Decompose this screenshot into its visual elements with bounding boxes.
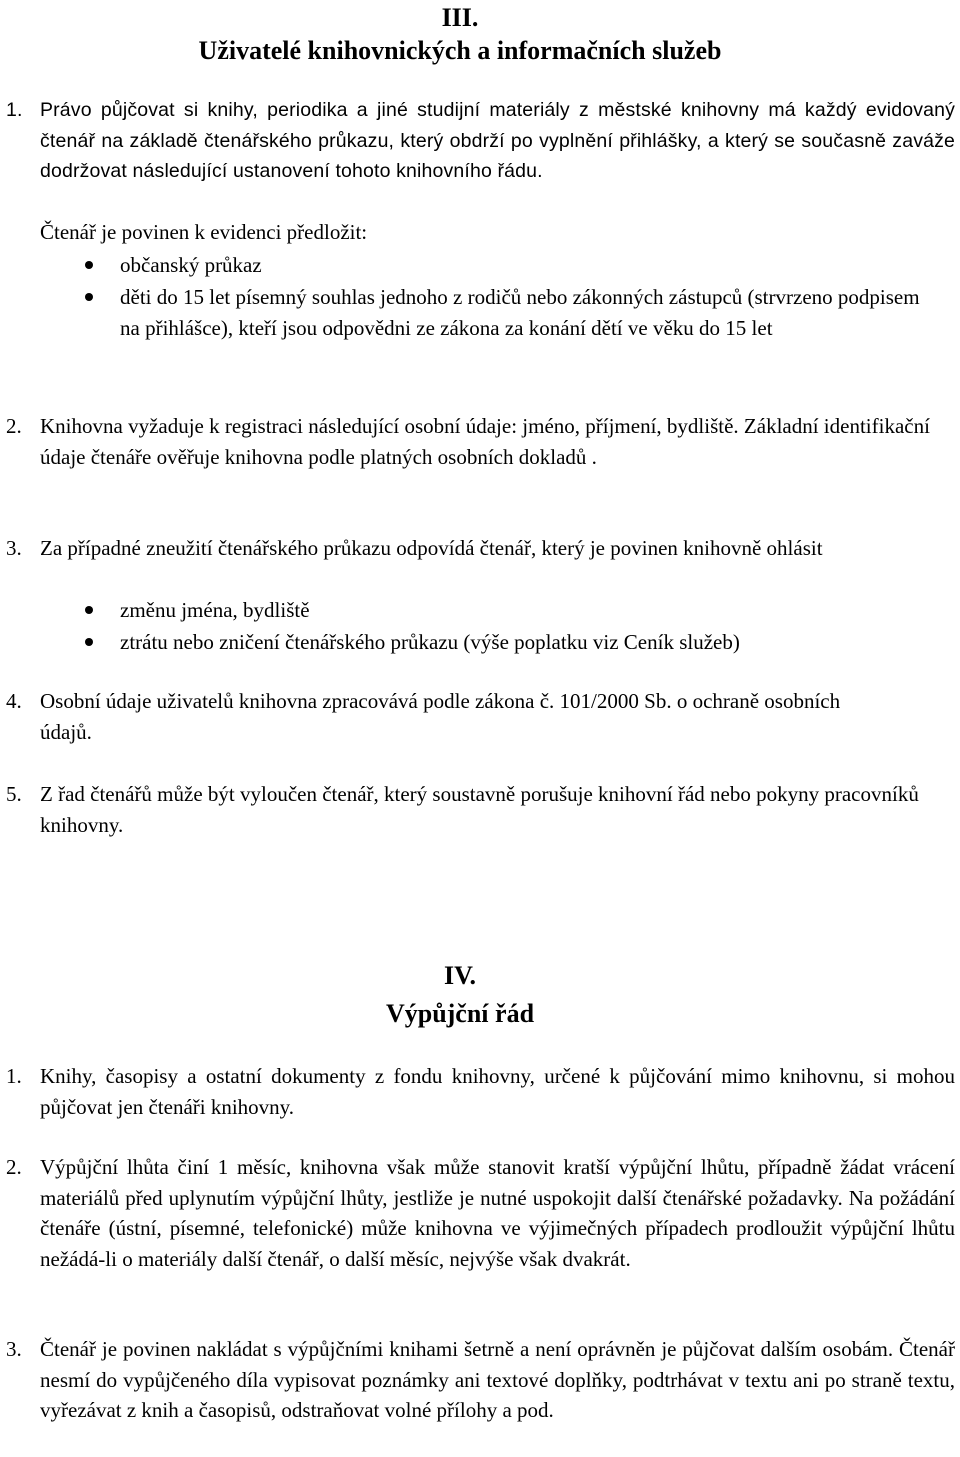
section-4-item-1-text: Knihy, časopisy a ostatní dokumenty z fondu knihovny, určené k půjčování mimo knihovnu, si mohou půjčovat jen čtenáři knihovny. <box>40 1064 955 1119</box>
item-number: 3. <box>6 1337 22 1361</box>
bullet-icon <box>85 606 93 614</box>
bullet-icon <box>85 638 93 646</box>
section-3-item-5-text: Z řad čtenářů může být vyloučen čtenář, který soustavně porušuje knihovní řád nebo pokyny pracovníků knihovny. <box>40 782 919 837</box>
section-3-item-2-text: Knihovna vyžaduje k registraci následující osobní údaje: jméno, příjmení, bydliště. Základní identifikační údaje čtenáře ověřuje knihovna podle platných osobních dokladů . <box>40 414 930 469</box>
item-number: 2. <box>6 1155 22 1179</box>
section-4-item-2-text: Výpůjční lhůta činí 1 měsíc, knihovna však může stanovit kratší výpůjční lhůtu, případně žádat vrácení materiálů před uplynutím výpůjční lhůty, jestliže je nutné uspokojit další čtenářské požadavky. Na požádání čtenáře (ústní, písemné, telefonické) může knihovna ve výjimečných případech prodloužit výpůjční lhůtu nežádá-li o materiály další čtenář, o další měsíc, nejvýše však dvakrát. <box>40 1155 955 1271</box>
section-4-item-3-text: Čtenář je povinen nakládat s výpůjčními knihami šetrně a není oprávněn je půjčovat dalším osobám. Čtenář nesmí do vypůjčeného díla vypisovat poznámky ani textové doplňky, podtrhávat v textu ani po straně textu, vyřezávat z knih a časopisů, odstraňovat volné přílohy a pod. <box>40 1337 955 1422</box>
section-3-item-1-intro: Čtenář je povinen k evidenci předložit: <box>40 220 368 244</box>
section-4-number: IV. <box>443 961 477 990</box>
section-3-title: Uživatelé knihovnických a informačních služeb <box>198 36 722 65</box>
bullet-item: občanský průkaz <box>120 253 262 277</box>
section-3-number: III. <box>441 3 479 32</box>
section-3-item-1-text: Právo půjčovat si knihy, periodika a jiné studijní materiály z městské knihovny má každý evidovaný čtenář na základě čtenářského průkazu, který obdrží po vyplnění přihlášky, a který se současně zaváže dodržovat následující ustanovení tohoto knihovního řádu. <box>40 99 955 182</box>
section-3-item-3-text: Za případné zneužití čtenářského průkazu odpovídá čtenář, který je povinen knihovně ohlásit <box>40 536 823 560</box>
item-number: 3. <box>6 536 22 560</box>
item-number: 1. <box>6 1064 22 1088</box>
bullet-icon <box>85 261 93 269</box>
bullet-item: změnu jména, bydliště <box>120 598 310 622</box>
bullet-item: ztrátu nebo zničení čtenářského průkazu (výše poplatku viz Ceník služeb) <box>120 630 740 654</box>
item-number: 5. <box>6 782 22 806</box>
section-3-item-4-text: Osobní údaje uživatelů knihovna zpracovává podle zákona č. 101/2000 Sb. o ochraně osobních údajů. <box>40 689 841 744</box>
section-4-title: Výpůjční řád <box>385 999 535 1028</box>
item-number: 2. <box>6 414 22 438</box>
item-number: 4. <box>6 689 22 713</box>
bullet-item: děti do 15 let písemný souhlas jednoho z rodičů nebo zákonných zástupců (strvrzeno podpisem na přihlášce), kteří jsou odpovědni ze zákona za konání dětí ve věku do 15 let <box>120 285 920 340</box>
item-number: 1. <box>6 99 23 121</box>
bullet-icon <box>85 293 93 301</box>
